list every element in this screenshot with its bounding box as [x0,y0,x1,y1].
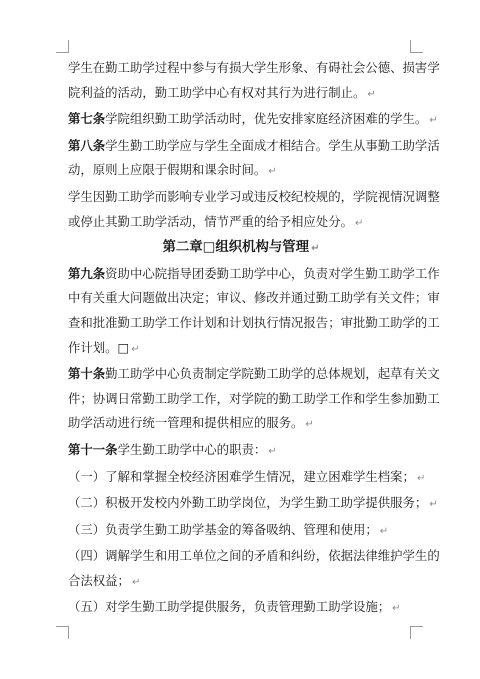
line-text: 作计划。□ [68,339,130,355]
paragraph-mark-icon: ↵ [305,419,314,431]
text-line [68,491,438,518]
text-line [68,544,440,569]
article-number: 第八条 [68,137,106,153]
line-text: 勤工助学中心负责制定学院勤工助学的总体规划，起草有关文 [105,366,440,382]
line-text: （四）调解学生和用工单位之间的矛盾和纠纷，依据法律维护学生的 [68,548,440,564]
paragraph-mark-icon: ↵ [354,217,364,229]
crop-mark-top-left [56,40,69,53]
line-text: 助学活动进行统一管理和提供相应的服务。 [68,415,304,431]
text-line [68,465,426,492]
chapter-heading-text: 第二章□组织机构与管理 [162,240,310,256]
line-text: 合法权益； [68,572,130,588]
crop-mark-bottom-left [56,626,69,639]
line-text: 查和批准勤工助学工作计划和计划执行情况报告；审批勤工助学的工 [68,314,440,330]
text-line [68,311,440,336]
line-text: 动，原则上应限于假期和课余时间。 [68,162,267,178]
line-text: 学生在勤工助学过程中参与有损大学生形象、有碍社会公德、损害学 [68,60,440,75]
article-number: 第七条 [68,111,106,127]
article-number: 第十条 [68,366,106,382]
text-line [68,56,440,81]
text-line [68,438,414,465]
line-text: （三）负责学生勤工助学基金的筹备吸纳、管理和使用； [68,521,378,537]
line-text: （一）了解和掌握全校经济困难学生情况，建立困难学生档案； [68,468,415,484]
text-line [68,262,440,287]
crop-mark-top-right [410,40,423,53]
line-text: 院利益的活动，勤工助学中心有权对其行为进行制止。 [68,84,366,100]
article-number: 第十一条 [68,441,118,457]
line-text: （五）对学生勤工助学提供服务，负责管理勤工助学设施； [68,599,391,615]
paragraph-mark-icon: ↵ [268,166,277,178]
line-text: （二）积极开发校内外勤工助学岗位，为学生勤工助学提供服务； [68,495,428,511]
text-line [68,210,414,237]
text-line [68,81,414,108]
text-line [68,185,440,210]
paragraph-mark-icon: ↵ [379,525,389,537]
paragraph-mark-icon: ↵ [367,88,376,100]
paragraph-mark-icon: ↵ [429,499,438,511]
paragraph-mark-icon: ↵ [311,243,320,255]
article-number: 第九条 [68,265,106,281]
paragraph-mark-icon: ↵ [131,343,140,355]
text-line [68,158,414,185]
text-line [68,595,414,622]
paragraph-mark-icon: ↵ [429,115,438,127]
text-line [68,107,438,134]
text-line [68,518,414,545]
line-text: 学院组织勤工助学活动时，优先安排家庭经济困难的学生。 [105,111,428,127]
line-text: 中有关重大问题做出决定；审议、修改并通过勤工助学有关文件；审 [68,290,440,306]
line-text: 件；协调日常勤工助学工作，对学院的勤工助学工作和学生参加勤工 [68,390,440,406]
text-line [68,134,440,159]
paragraph-mark-icon: ↵ [416,472,426,484]
text-line [68,569,414,596]
paragraph-mark-icon: ↵ [131,576,141,588]
text-line [68,411,414,438]
text-line [68,336,414,363]
text-line [68,362,440,387]
paragraph-mark-icon: ↵ [268,445,277,457]
line-text: 学生因勤工助学而影响专业学习或违反校纪校规的，学院视情况调整 [68,188,440,204]
line-text: 或停止其勤工助学活动，情节严重的给予相应处分。 [68,213,353,229]
line-text: 学生勤工助学中心的职责： [117,441,267,457]
line-text: 资助中心院指导团委勤工助学中心，负责对学生勤工助学工作 [105,265,440,281]
text-line [68,286,440,311]
paragraph-mark-icon: ↵ [392,603,401,615]
document-body [68,56,440,622]
crop-mark-bottom-right [410,626,423,639]
chapter-heading [68,236,414,262]
line-text: 学生勤工助学应与学生全面成才相结合。学生从事勤工助学活 [105,137,440,153]
text-line [68,387,440,412]
